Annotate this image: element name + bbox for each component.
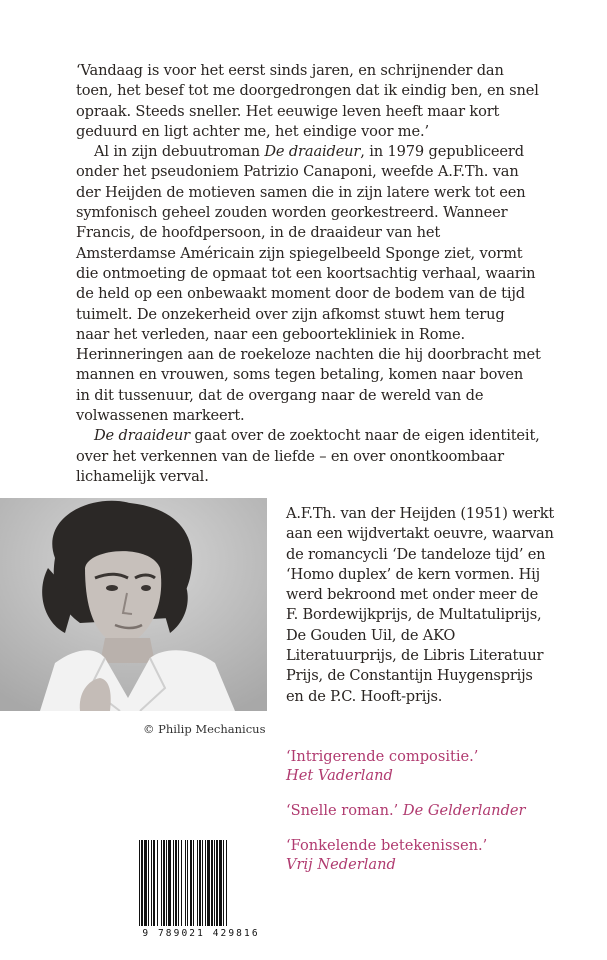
photo-credit: © Philip Mechanicus bbox=[143, 722, 266, 736]
quote-source: Het Vaderland bbox=[286, 767, 393, 784]
quote-source: Vrij Nederland bbox=[286, 856, 396, 873]
book-title: De draaideur bbox=[264, 143, 361, 161]
blurb-summary-paragraph: Al in zijn debuutroman De draaideur, in 1979 gepubliceerd onder het pseudoniem Patrizio Canaponi, weefde A.F.Th. van der Heijden de motieven samen die in zijn latere werk tot een symfonisch geheel zouden worden georkestreerd. Wanneer Francis, de hoofdpersoon, in de draaideur van het Amsterdamse Américain zijn spiegelbeeld Sponge ziet, vormt die ontmoeting de opmaat tot een koortsachtig verhaal, waarin de held op een onbewaakt moment door de bodem van de tijd tuimelt. De onzekerheid over zijn afkomst stuwt hem terug naar het verleden, naar een geboortekliniek in Rome. Herinneringen aan de roekeloze nachten die hij doorbracht met mannen en vrouwen, soms tegen betaling, komen naar boven in dit tussenuur, dat de overgang naar de wereld van de volwassenen markeert. bbox=[76, 143, 541, 425]
quote-source: De Gelderlander bbox=[402, 802, 526, 819]
press-quotes bbox=[286, 747, 586, 890]
book-title: De draaideur bbox=[94, 427, 190, 445]
blurb-theme-paragraph: De draaideur gaat over de zoektocht naar de eigen identiteit, over het verkennen van de liefde – en over onontkoombaar lichamelijk verval. bbox=[76, 427, 540, 485]
author-bio: A.F.Th. van der Heijden (1951) werkt aan een wijdvertakt oeuvre, waarvan de romancycli ‘De tandeloze tijd’ en ‘Homo duplex’ de kern vormen. Hij werd bekroond met onder meer de F. Bordewijkprijs, de Multatuliprijs, De Gouden Uil, de AKO Literatuurprijs, de Libris Literatuur Prijs, de Constantijn Huygensprijs en de P.C. Hooft-prijs. bbox=[286, 505, 555, 705]
isbn-digits: 9 789021 429816 bbox=[142, 928, 260, 939]
quote-text: ‘Fonkelende betekenissen.’ bbox=[286, 837, 488, 854]
quote-text: ‘Intrigerende compositie.’ bbox=[286, 748, 479, 765]
barcode-bars bbox=[137, 840, 265, 926]
press-quote bbox=[286, 747, 586, 785]
isbn-barcode bbox=[137, 840, 265, 944]
press-quote bbox=[286, 836, 586, 874]
author-photo bbox=[0, 498, 267, 711]
blurb-quote-paragraph: ‘Vandaag is voor het eerst sinds jaren, en schrijnender dan toen, het besef tot me doorgedrongen dat ik eindig ben, en snel opraak. Steeds sneller. Het eeuwige leven heeft maar kort geduurd en ligt achter me, het eindige voor me.’ bbox=[76, 62, 539, 140]
press-quote bbox=[286, 801, 586, 820]
blurb-text bbox=[76, 61, 541, 487]
quote-text: ‘Snelle roman.’ bbox=[286, 802, 403, 819]
